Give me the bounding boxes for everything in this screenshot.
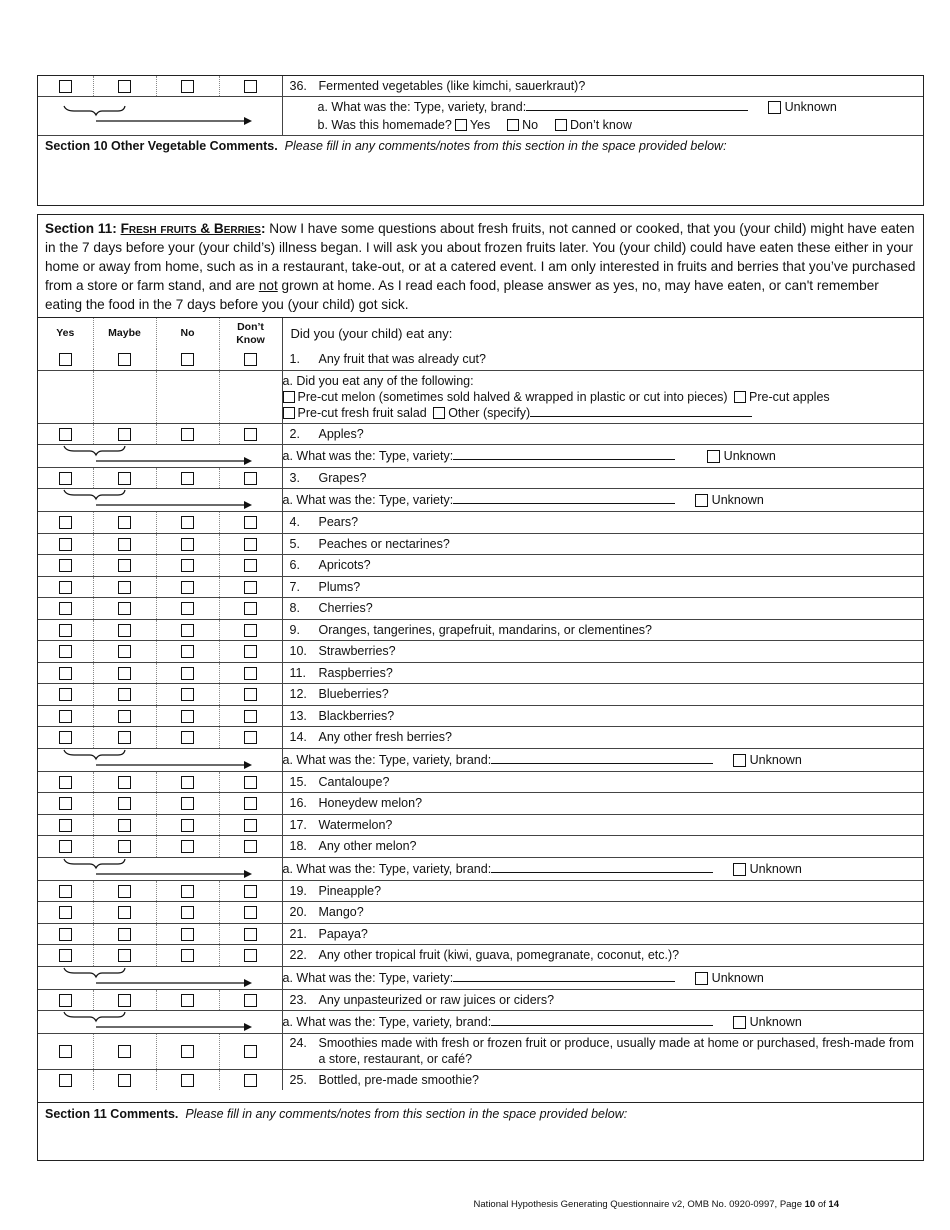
q5-dontknow-checkbox[interactable] [244,538,257,551]
question-number: 8. [289,601,300,615]
q17-no-checkbox[interactable] [181,819,194,832]
q1-yes-checkbox[interactable] [59,353,72,366]
question-number: 22. [289,948,307,962]
page-footer [0,1199,839,1210]
q3-no-checkbox[interactable] [181,472,194,485]
q20-maybe-checkbox[interactable] [118,906,131,919]
q14-no-checkbox[interactable] [181,731,194,744]
q15-dontknow-checkbox[interactable] [244,776,257,789]
table-row [38,792,923,814]
followup-row [38,370,923,423]
unknown-label: Unknown [723,448,776,463]
question-number: 18. [289,839,307,853]
followup-label: a. What was the: Type, variety, brand: [282,861,492,876]
q16-dontknow-checkbox[interactable] [244,797,257,810]
q5-yes-checkbox[interactable] [59,538,72,551]
unknown-label: Unknown [711,492,764,507]
followup-row [38,1010,923,1033]
table-row [38,76,923,96]
q16-no-checkbox[interactable] [181,797,194,810]
q4-maybe-checkbox[interactable] [118,516,131,529]
q23-maybe-checkbox[interactable] [118,994,131,1007]
q18-yes-checkbox[interactable] [59,840,72,853]
brace-arrow-icon [38,749,282,771]
q9-dontknow-checkbox[interactable] [244,624,257,637]
question-text: Pineapple? [318,883,382,898]
q23-dontknow-checkbox[interactable] [244,994,257,1007]
q18-dontknow-checkbox[interactable] [244,840,257,853]
question-number: 36. [289,78,307,93]
table-row [38,96,923,135]
q12-dontknow-checkbox[interactable] [244,688,257,701]
q24-no-checkbox[interactable] [181,1045,194,1058]
q24-dontknow-checkbox[interactable] [244,1045,257,1058]
question-text: Oranges, tangerines, grapefruit, mandarins, or clementines? [318,622,653,637]
brace-arrow-icon [38,967,282,989]
unknown-label: Unknown [749,861,802,876]
table-row [38,640,923,662]
q7-maybe-checkbox[interactable] [118,581,131,594]
q25-yes-checkbox[interactable] [59,1074,72,1087]
question-number: 15. [289,774,307,789]
table-row [38,901,923,923]
question-text: Strawberries? [318,644,396,658]
question-number: 3. [289,470,300,485]
table-row [38,662,923,683]
q1-maybe-checkbox[interactable] [118,353,131,366]
table-row [38,349,923,370]
other-checkbox[interactable] [433,407,445,419]
q36-dontknow-checkbox[interactable] [244,80,257,93]
precut-apples-checkbox[interactable] [734,391,746,403]
precut-melon-label: Pre-cut melon (sometimes sold halved & wrapped in plastic or cut into pieces) [297,389,728,404]
col-yes-header: Yes [38,318,93,349]
precut-melon-checkbox[interactable] [283,391,295,403]
brace-arrow-icon [38,1011,282,1033]
q10-maybe-checkbox[interactable] [118,645,131,658]
col-maybe-header: Maybe [93,318,156,349]
brace-arrow-icon [38,489,282,511]
section10-comments-title: Section 10 Other Vegetable Comments. [45,138,278,153]
unknown-label: Unknown [749,1014,802,1029]
question-number: 2. [289,426,300,441]
table-row [38,683,923,705]
intro-not: not [258,278,278,293]
table-row [38,880,923,901]
q22-dontknow-checkbox[interactable] [244,949,257,962]
q19-maybe-checkbox[interactable] [118,885,131,898]
q10-yes-checkbox[interactable] [59,645,72,658]
skip-arrow [38,1010,282,1033]
homemade-no-checkbox[interactable] [507,119,519,131]
table-row [38,554,923,576]
question-number: 21. [289,926,307,941]
table-row [38,423,923,444]
col-no-header: No [156,318,219,349]
footer-text: National Hypothesis Generating Questionnaire v2, OMB No. 0920-0997, Page [473,1199,805,1210]
q8-no-checkbox[interactable] [181,602,194,615]
section11-comments-instructions: Please fill in any comments/notes from this section in the space provided below: [185,1107,628,1121]
question-number: 24. [289,1036,307,1050]
q13-maybe-checkbox[interactable] [118,710,131,723]
q20-dontknow-checkbox[interactable] [244,906,257,919]
question-text: Fermented vegetables (like kimchi, sauerkraut)? [318,78,586,93]
followup-row [38,488,923,511]
unknown-label: Unknown [749,752,802,767]
question-text: Pears? [318,515,359,529]
table-row [38,814,923,835]
intro-text-b: grown at home. As I read each food, please answer as yes, no, may have eaten, or can't remember eating the food in the 7 days before you (your child) got sick. [45,278,879,312]
q23-yes-checkbox[interactable] [59,994,72,1007]
q17-maybe-checkbox[interactable] [118,819,131,832]
question-number: 14. [289,730,307,744]
question-number: 19. [289,883,307,898]
q8-yes-checkbox[interactable] [59,602,72,615]
q10-dontknow-checkbox[interactable] [244,645,257,658]
followup-label: a. What was the: Type, variety, brand: [282,1014,492,1029]
section11-intro [38,215,923,318]
unknown-checkbox[interactable] [733,754,746,767]
question-text: Any other fresh berries? [318,730,452,744]
q11-no-checkbox[interactable] [181,667,194,680]
skip-arrow [38,96,282,135]
followup-row [38,748,923,771]
q2-yes-checkbox[interactable] [59,428,72,441]
q13-dontknow-checkbox[interactable] [244,710,257,723]
precut-fruit-salad-checkbox[interactable] [283,407,295,419]
no-label: No [522,117,539,132]
unknown-checkbox[interactable] [733,863,746,876]
q2-maybe-checkbox[interactable] [118,428,131,441]
skip-arrow [38,488,282,511]
q21-maybe-checkbox[interactable] [118,928,131,941]
question-text: Apples? [318,426,364,441]
section10-tail [37,75,924,206]
type-brand-field[interactable] [526,99,748,111]
unknown-checkbox[interactable] [768,101,781,114]
section10-comments-instructions: Please fill in any comments/notes from this section in the space provided below: [284,138,727,153]
followup-row [38,966,923,989]
unknown-checkbox[interactable] [707,450,720,463]
dontknow-label: Don’t know [570,117,632,132]
question-number: 10. [289,644,307,658]
table-row [38,835,923,857]
brace-arrow-icon [38,858,282,880]
q21-yes-checkbox[interactable] [59,928,72,941]
q24-yes-checkbox[interactable] [59,1045,72,1058]
q14-maybe-checkbox[interactable] [118,731,131,744]
q6-yes-checkbox[interactable] [59,559,72,572]
skip-arrow [38,966,282,989]
q19-yes-checkbox[interactable] [59,885,72,898]
question-text: Papaya? [318,926,368,941]
q6-no-checkbox[interactable] [181,559,194,572]
section11-title: Section 11: [45,221,117,236]
q25-maybe-checkbox[interactable] [118,1074,131,1087]
page-number: 10 [804,1199,816,1210]
q13-no-checkbox[interactable] [181,710,194,723]
precut-apples-label: Pre-cut apples [749,389,830,404]
homemade-yes-checkbox[interactable] [455,119,467,131]
question-text: Smoothies made with fresh or frozen fruit or produce, usually made at home or purchased, fresh-made from a store, restaurant, or café? [318,1036,914,1066]
footer-of: of [815,1199,829,1210]
type-variety-field[interactable] [491,1014,713,1026]
q20-yes-checkbox[interactable] [59,906,72,919]
q1a-label: a. Did you eat any of the following: [282,373,474,388]
page-total: 14 [828,1199,839,1210]
q3-dontknow-checkbox[interactable] [244,472,257,485]
question-number: 12. [289,687,307,701]
skip-arrow [38,857,282,880]
question-text: Honeydew melon? [318,796,423,810]
question-text: Mango? [318,905,364,919]
table-row [38,944,923,966]
q3-yes-checkbox[interactable] [59,472,72,485]
question-number: 5. [289,536,300,551]
q36-no-checkbox[interactable] [181,80,194,93]
q9-no-checkbox[interactable] [181,624,194,637]
q8-dontknow-checkbox[interactable] [244,602,257,615]
q10-no-checkbox[interactable] [181,645,194,658]
table-row [38,511,923,533]
question-number: 13. [289,708,307,723]
followup-row [38,857,923,880]
type-variety-field[interactable] [453,448,675,460]
q4-no-checkbox[interactable] [181,516,194,529]
q1-dontknow-checkbox[interactable] [244,353,257,366]
q1-no-checkbox[interactable] [181,353,194,366]
q11-maybe-checkbox[interactable] [118,667,131,680]
followup-label: a. What was the: Type, variety: [282,448,454,463]
q5-maybe-checkbox[interactable] [118,538,131,551]
q17-dontknow-checkbox[interactable] [244,819,257,832]
question-text: Any other melon? [318,839,417,853]
q24-maybe-checkbox[interactable] [118,1045,131,1058]
q2-no-checkbox[interactable] [181,428,194,441]
q17-yes-checkbox[interactable] [59,819,72,832]
section10-table [38,76,923,206]
colon: : [260,221,266,236]
type-variety-field[interactable] [491,752,713,764]
q6-dontknow-checkbox[interactable] [244,559,257,572]
unknown-label: Unknown [784,99,837,114]
homemade-dontknow-checkbox[interactable] [555,119,567,131]
q7-dontknow-checkbox[interactable] [244,581,257,594]
table-row [38,989,923,1010]
question-text: Watermelon? [318,817,393,832]
section11-comments [38,1102,923,1160]
section11 [37,214,924,1161]
question-text: Peaches or nectarines? [318,536,450,551]
q11-yes-checkbox[interactable] [59,667,72,680]
q15-maybe-checkbox[interactable] [118,776,131,789]
question-text: Bottled, pre-made smoothie? [318,1072,480,1087]
q36-maybe-checkbox[interactable] [118,80,131,93]
q12-yes-checkbox[interactable] [59,688,72,701]
question-text: Blackberries? [318,708,395,723]
other-specify-field[interactable] [530,405,752,417]
q13-yes-checkbox[interactable] [59,710,72,723]
q18-no-checkbox[interactable] [181,840,194,853]
table-row [38,705,923,726]
question-number: 20. [289,905,307,919]
followup-label: a. What was the: Type, variety, brand: [317,99,527,114]
question-text: Raspberries? [318,665,393,680]
section11-subtitle: Fresh fruits & Berries [120,221,261,236]
q25-dontknow-checkbox[interactable] [244,1074,257,1087]
q21-dontknow-checkbox[interactable] [244,928,257,941]
followup-label: a. What was the: Type, variety, brand: [282,752,492,767]
q22-no-checkbox[interactable] [181,949,194,962]
q12-maybe-checkbox[interactable] [118,688,131,701]
unknown-checkbox[interactable] [695,494,708,507]
question-number: 11. [289,665,306,680]
table-row [38,619,923,640]
precut-fruit-salad-label: Pre-cut fresh fruit salad [297,405,427,420]
table-row [38,771,923,792]
q18-maybe-checkbox[interactable] [118,840,131,853]
question-text: Any unpasteurized or raw juices or ciders? [318,992,555,1007]
brace-arrow-icon [38,97,282,135]
header-row [38,318,923,349]
q6-maybe-checkbox[interactable] [118,559,131,572]
q19-dontknow-checkbox[interactable] [244,885,257,898]
table-row [38,923,923,944]
other-label: Other (specify) [448,405,531,420]
q19-no-checkbox[interactable] [181,885,194,898]
q22-yes-checkbox[interactable] [59,949,72,962]
table-row [38,533,923,554]
q2-dontknow-checkbox[interactable] [244,428,257,441]
question-number: 17. [289,817,307,832]
followup-label: a. What was the: Type, variety: [282,492,454,507]
type-variety-field[interactable] [453,970,675,982]
question-text: Blueberries? [318,687,389,701]
brace-arrow-icon [38,445,282,467]
table-row [38,1069,923,1090]
q36-yes-checkbox[interactable] [59,80,72,93]
question-text: Grapes? [318,470,367,485]
q3-maybe-checkbox[interactable] [118,472,131,485]
q12-no-checkbox[interactable] [181,688,194,701]
q8-maybe-checkbox[interactable] [118,602,131,615]
question-text: Cantaloupe? [318,774,390,789]
q16-yes-checkbox[interactable] [59,797,72,810]
q25-no-checkbox[interactable] [181,1074,194,1087]
col-dontknow-header: Don’t Know [219,318,282,349]
q15-no-checkbox[interactable] [181,776,194,789]
q22-maybe-checkbox[interactable] [118,949,131,962]
q7-yes-checkbox[interactable] [59,581,72,594]
question-number: 6. [289,558,300,572]
question-number: 7. [289,579,300,594]
section11-table [38,318,923,1090]
table-row [38,1033,923,1069]
q23-no-checkbox[interactable] [181,994,194,1007]
q9-yes-checkbox[interactable] [59,624,72,637]
q14-yes-checkbox[interactable] [59,731,72,744]
q4-yes-checkbox[interactable] [59,516,72,529]
skip-arrow [38,748,282,771]
question-text: Plums? [318,579,361,594]
followup-row [38,444,923,467]
q5-no-checkbox[interactable] [181,538,194,551]
q14-dontknow-checkbox[interactable] [244,731,257,744]
question-number: 9. [289,622,300,637]
q15-yes-checkbox[interactable] [59,776,72,789]
table-row [38,597,923,619]
homemade-label: b. Was this homemade? [317,117,452,132]
question-header: Did you (your child) eat any: [290,326,453,341]
q20-no-checkbox[interactable] [181,906,194,919]
q7-no-checkbox[interactable] [181,581,194,594]
q4-dontknow-checkbox[interactable] [244,516,257,529]
question-number: 4. [289,515,300,529]
yes-label: Yes [469,117,491,132]
skip-arrow [38,444,282,467]
unknown-label: Unknown [711,970,764,985]
question-number: 23. [289,992,307,1007]
question-text: Cherries? [318,601,373,615]
question-number: 16. [289,796,307,810]
unknown-checkbox[interactable] [733,1016,746,1029]
comments-row [38,135,923,206]
section11-comments-title: Section 11 Comments. [45,1107,179,1121]
q9-maybe-checkbox[interactable] [118,624,131,637]
unknown-checkbox[interactable] [695,972,708,985]
q16-maybe-checkbox[interactable] [118,797,131,810]
followup-label: a. What was the: Type, variety: [282,970,454,985]
type-variety-field[interactable] [453,492,675,504]
question-number: 1. [289,352,300,367]
q21-no-checkbox[interactable] [181,928,194,941]
table-row [38,467,923,488]
intro-text-a: Now I have some questions about fresh fruits, not canned or cooked, that you (your child) might have eaten in the 7 days before your (your child’s) illness began. I will ask you about frozen fruits later. You (your child) could have eaten these either in your home or away from home, such as in a restaurant, take-out, or at a catered event. I am only interested in fruits and berries that you’ve purchased from a store or farm stand, and are [45,221,916,293]
table-row [38,576,923,597]
question-text: Any fruit that was already cut? [318,352,486,367]
question-text: Any other tropical fruit (kiwi, guava, pomegranate, coconut, etc.)? [318,948,680,962]
table-row [38,726,923,748]
question-number: 25. [289,1072,307,1087]
q11-dontknow-checkbox[interactable] [244,667,257,680]
type-variety-field[interactable] [491,861,713,873]
question-text: Apricots? [318,558,371,572]
